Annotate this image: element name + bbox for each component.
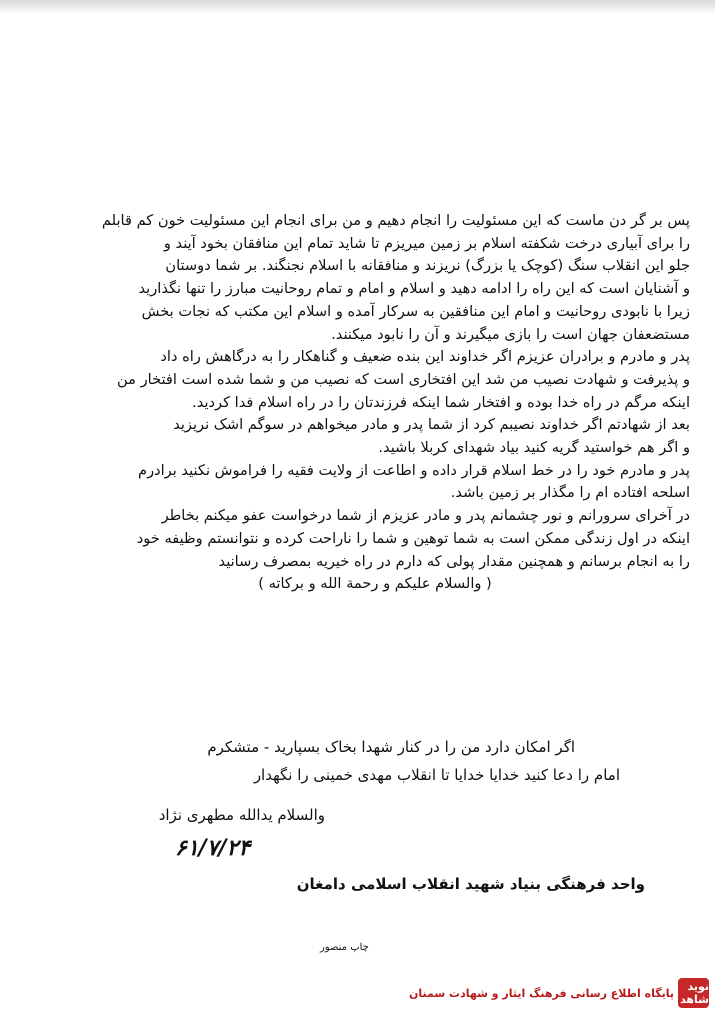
letter-line: در آخرای سرورانم و نور چشمانم پدر و مادر عزیزم از شما درخواست عفو میکنم بخاطر xyxy=(161,507,690,525)
letter-line: اسلحه افتاده ام را مگذار بر زمین باشد. xyxy=(450,484,690,502)
issuing-unit: واحد فرهنگی بنیاد شهید انقلاب اسلامی دامغان xyxy=(296,875,645,893)
site-name: پایگاه اطلاع رسانی فرهنگ ایثار و شهادت سمنان xyxy=(409,986,674,1000)
print-note: چاپ منصور xyxy=(320,942,369,953)
letter-salutation: ( والسلام علیکم و رحمة الله و برکاته ) xyxy=(258,575,492,593)
letter-line: پس بر گر دن ماست که این مسئولیت را انجام دهیم و من برای انجام این مسئولیت خون کم قابلم xyxy=(101,212,690,229)
site-logo: نوید شاهد xyxy=(678,978,709,1008)
letter-line: بعد از شهادتم اگر خداوند نصیبم کرد از شما پدر و مادر میخواهم در سوگم اشک نریزید xyxy=(173,416,690,434)
scan-edge xyxy=(0,0,715,14)
letter-line: و اگر هم خواستید گریه کنید بیاد شهدای کربلا باشید. xyxy=(378,439,690,457)
site-watermark xyxy=(409,976,709,1010)
letter-line: را به انجام برسانم و همچنین مقدار پولی که دارم در راه خیریه بمصرف رسانید xyxy=(218,552,690,570)
burial-request: اگر امکان دارد من را در کنار شهدا بخاک بسپارید - متشکرم xyxy=(207,738,575,756)
letter-date: ۶۱/۷/۲۴ xyxy=(175,836,251,861)
letter-line: جلو این انقلاب سنگ (کوچک یا بزرگ) نریزند و منافقانه با اسلام نجنگند. بر شما دوستان xyxy=(165,257,690,275)
letter-line: پدر و مادرم خود را در خط اسلام قرار داده و اطاعت از ولایت فقیه را فراموش نکنید برادرم xyxy=(138,461,690,479)
letter-line: اینکه در اول زندگی ممکن است به شما توهین و شما را ناراحت کرده و نتوانستم وظیفه خود xyxy=(136,529,690,547)
letter-line: و پذیرفت و شهادت نصیب من شد این افتخاری است که نصیب من و شما شده است افتخار من xyxy=(117,370,690,388)
letter-line: زیرا با نابودی روحانیت و امام این منافقین به سرکار آمده و اسلام این مکتب که نجات بخش xyxy=(141,302,690,320)
letter-line: مستضعفان جهان است را بازی میگیرند و آن را نابود میکنند. xyxy=(331,325,690,343)
letter-line: را برای آبیاری درخت شکفته اسلام بر زمین میریزم تا شاید تمام این منافقان بخود آیند و xyxy=(163,234,690,252)
letter-line: و آشنایان است که این راه را ادامه دهید و اسلام و امام و تمام روحانیت مبارز را تنها نگذارید xyxy=(138,280,690,298)
letter-line: پدر و مادرم و برادران عزیزم اگر خداوند این بنده ضعیف و گناهکار را به درگاهش راه داد xyxy=(160,348,690,366)
prayer-request: امام را دعا کنید خدایا خدایا تا انقلاب مهدی خمینی را نگهدار xyxy=(253,766,620,784)
letter-body xyxy=(60,210,690,596)
signature: والسلام یدالله مطهری نژاد xyxy=(158,806,325,824)
letter-line: اینکه مرگم در راه خدا بوده و افتخار شما اینکه فرزندتان را در راه اسلام فدا کردید. xyxy=(192,393,690,411)
